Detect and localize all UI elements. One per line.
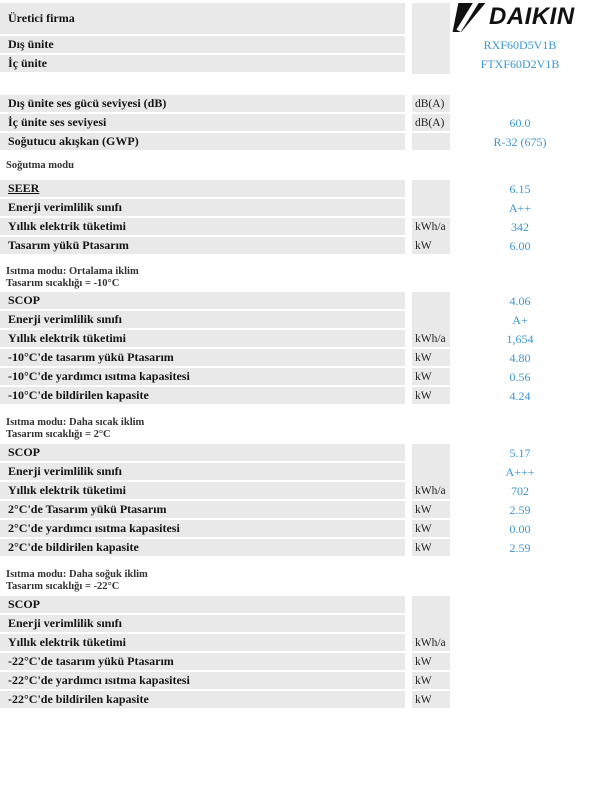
spec-unit: kWh/a [412,482,450,501]
spec-label [0,501,405,520]
spec-unit [412,199,450,218]
spec-label-text: -10°C'de bildirilen kapasite [8,388,149,402]
spec-unit: dB(A) [412,114,450,133]
spec-row [0,218,600,237]
spec-row [0,596,600,615]
spec-label [0,133,405,152]
spec-unit [412,463,450,482]
spec-table-heating-warmer-climate [0,444,600,558]
spec-label [0,691,405,710]
spec-label [0,653,405,672]
spec-unit: dB(A) [412,95,450,114]
spec-row [0,36,600,55]
spec-value: 1,654 [506,332,534,346]
spec-label-text: Enerji verimlilik sınıfı [8,312,122,326]
column-gap [405,237,412,256]
column-gap [405,311,412,330]
section-header [0,160,600,172]
spec-value [450,672,590,691]
spec-value: RXF60D5V1B [483,38,557,52]
spec-label-text: Yıllık elektrik tüketimi [8,483,126,497]
daikin-flag-icon [452,3,486,32]
spec-label-text: Tasarım yükü Ptasarım [8,238,129,252]
spec-unit [412,180,450,199]
column-gap [405,501,412,520]
column-gap [405,615,412,634]
spec-label [0,237,405,256]
column-gap [405,653,412,672]
spec-row [0,653,600,672]
spec-unit: kW [412,237,450,256]
spec-unit: kWh/a [412,218,450,237]
column-gap [405,55,412,74]
spec-row [0,292,600,311]
spec-row [0,482,600,501]
spec-value: 0.56 [509,370,531,384]
spec-label-text: Enerji verimlilik sınıfı [8,464,122,478]
spec-row [0,133,600,152]
column-gap [405,634,412,653]
section-header-line: Isıtma modu: Daha soğuk iklim [6,569,148,580]
spec-unit [412,444,450,463]
spec-unit [412,615,450,634]
spec-label [0,387,405,406]
spec-label-text: 2°C'de Tasarım yükü Ptasarım [8,502,167,516]
spec-row [0,180,600,199]
column-gap [405,180,412,199]
spec-unit: kW [412,691,450,710]
spec-value: 0.00 [509,522,531,536]
spec-row [0,501,600,520]
spec-label [0,3,405,36]
spec-row [0,520,600,539]
column-gap [405,539,412,558]
spec-label [0,615,405,634]
spec-label[interactable] [0,180,405,199]
spec-label [0,634,405,653]
spec-value: A+ [512,313,528,327]
spec-label [0,444,405,463]
column-gap [405,691,412,710]
column-gap [405,218,412,237]
spec-value [450,615,590,634]
section-header-line: Soğutma modu [6,160,74,171]
spec-unit: kW [412,349,450,368]
spec-value: 6.15 [509,182,531,196]
column-gap [405,133,412,152]
section-header-line: Isıtma modu: Ortalama iklim [6,266,139,277]
spec-label-text: -10°C'de tasarım yükü Ptasarım [8,350,174,364]
spec-unit: kW [412,501,450,520]
spec-label-text: -22°C'de tasarım yükü Ptasarım [8,654,174,668]
column-gap [405,520,412,539]
section-header-line: Tasarım sıcaklığı = -22°C [6,580,120,592]
spec-value [450,596,590,615]
spec-unit: kWh/a [412,634,450,653]
spec-row [0,387,600,406]
column-gap [405,482,412,501]
spec-unit: kW [412,672,450,691]
section-header [0,266,600,289]
section-header-line: Isıtma modu: Daha sıcak iklim [6,417,145,428]
spec-label [0,539,405,558]
section-header [0,417,600,440]
spec-row [0,237,600,256]
spec-value: A++ [508,201,532,215]
spec-table-sound-refrigerant [0,95,600,152]
spec-row [0,634,600,653]
spec-value: 342 [511,220,529,234]
section-header [0,569,600,592]
spec-row [0,368,600,387]
spec-value: FTXF60D2V1B [480,57,560,71]
spec-label [0,311,405,330]
column-gap [405,3,412,36]
spec-table-heating-colder-climate [0,596,600,710]
spec-unit [412,311,450,330]
spec-label [0,36,405,55]
spec-unit: kW [412,520,450,539]
spec-unit: kW [412,387,450,406]
spec-label-text: İç ünite [8,56,47,70]
spec-row [0,114,600,133]
spec-unit: kWh/a [412,330,450,349]
spec-label-text: Enerji verimlilik sınıfı [8,616,122,630]
spec-label-text: Üretici firma [8,11,75,25]
column-gap [405,349,412,368]
spec-value [450,95,590,114]
spec-row [0,691,600,710]
spec-row [0,539,600,558]
spec-value: 4.24 [509,389,531,403]
spec-row [0,95,600,114]
spec-row [0,311,600,330]
spec-label-text: -10°C'de yardımcı ısıtma kapasitesi [8,369,190,383]
spec-label [0,199,405,218]
spec-label-text: SEER [8,181,40,195]
spec-label-text: Yıllık elektrik tüketimi [8,331,126,345]
spec-row [0,349,600,368]
spec-unit: kW [412,368,450,387]
spec-value: 4.80 [509,351,531,365]
spec-label-text: -22°C'de yardımcı ısıtma kapasitesi [8,673,190,687]
spec-label [0,292,405,311]
spec-label [0,482,405,501]
spec-row [0,444,600,463]
spec-label [0,349,405,368]
spec-value: R-32 (675) [493,135,547,149]
spec-row [0,463,600,482]
column-gap [405,387,412,406]
spec-label [0,520,405,539]
spec-label [0,596,405,615]
spec-label [0,55,405,74]
spec-value [450,634,590,653]
column-gap [405,444,412,463]
spec-value: 60.0 [509,116,531,130]
spec-label-text: SCOP [8,597,41,611]
daikin-logo-text: DAIKIN [489,2,575,31]
spec-label [0,463,405,482]
spec-label-text: Yıllık elektrik tüketimi [8,635,126,649]
spec-label-text: SCOP [8,293,41,307]
spec-unit: kW [412,539,450,558]
spec-unit [412,36,450,55]
spec-row [0,199,600,218]
spec-unit [412,292,450,311]
column-gap [405,368,412,387]
spec-label [0,330,405,349]
spec-unit [412,596,450,615]
column-gap [405,199,412,218]
section-header-line: Tasarım sıcaklığı = -10°C [6,277,120,289]
spec-label [0,368,405,387]
spec-unit [412,55,450,74]
spec-value: 2.59 [509,541,531,555]
spec-label [0,114,405,133]
spec-table-cooling-mode [0,180,600,256]
spec-label [0,95,405,114]
column-gap [405,36,412,55]
spec-label-text: Dış ünite [8,37,54,51]
spec-value: 6.00 [509,239,531,253]
spec-row [0,330,600,349]
spec-value: 2.59 [509,503,531,517]
spec-label [0,218,405,237]
spec-value: 4.06 [509,294,531,308]
spec-table-heating-average-climate [0,292,600,406]
spec-unit: kW [412,653,450,672]
column-gap [405,463,412,482]
column-gap [405,596,412,615]
column-gap [405,95,412,114]
spec-value: 702 [511,484,529,498]
daikin-logo [452,2,600,32]
spec-value [450,653,590,672]
spec-unit [412,133,450,152]
column-gap [405,672,412,691]
spec-label-text: Enerji verimlilik sınıfı [8,200,122,214]
spec-value: 5.17 [509,446,531,460]
spec-value: A+++ [505,465,535,479]
section-header-line: Tasarım sıcaklığı = 2°C [6,428,111,440]
spec-label-text: 2°C'de yardımcı ısıtma kapasitesi [8,521,180,535]
column-gap [405,330,412,349]
spec-value [450,691,590,710]
spec-label-text: 2°C'de bildirilen kapasite [8,540,139,554]
spec-label [0,672,405,691]
spec-label-text: İç ünite ses seviyesi [8,115,107,129]
spec-row [0,672,600,691]
column-gap [405,114,412,133]
spec-label-text: Dış ünite ses gücü seviyesi (dB) [8,96,167,110]
spec-label-text: Soğutucu akışkan (GWP) [8,134,139,148]
spec-label-text: -22°C'de bildirilen kapasite [8,692,149,706]
column-gap [405,292,412,311]
spec-label-text: SCOP [8,445,41,459]
spec-unit [412,3,450,36]
spec-label-text: Yıllık elektrik tüketimi [8,219,126,233]
spec-row [0,615,600,634]
spec-row [0,55,600,74]
